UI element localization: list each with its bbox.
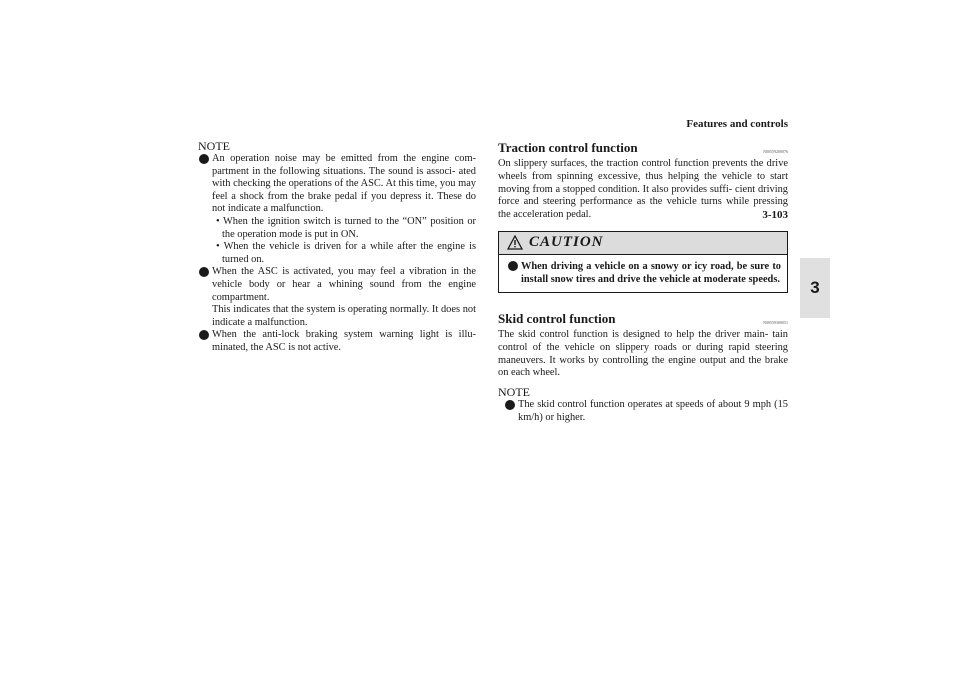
warning-triangle-icon bbox=[507, 235, 523, 250]
note-label: NOTE bbox=[498, 385, 530, 400]
note-item bbox=[504, 399, 788, 424]
caution-text: When driving a vehicle on a snowy or icy road, be sure to install snow tires and drive the vehicle at moderate speeds. bbox=[521, 260, 781, 285]
caution-box bbox=[498, 231, 788, 293]
bullet-icon bbox=[505, 400, 515, 410]
note-label: NOTE bbox=[198, 139, 230, 153]
note-item bbox=[198, 266, 476, 329]
note-item-extra: This indicates that the system is operating normally. It does not indicate a malfunction. bbox=[212, 304, 476, 328]
note-item-text: The skid control function operates at speeds of about 9 mph (15 km/h) or higher. bbox=[518, 399, 788, 423]
section-title: Traction control function bbox=[498, 140, 638, 155]
caution-title: CAUTION bbox=[529, 234, 604, 251]
note-item-text: An operation noise may be emitted from the engine com- partment in the following situations. The sound is associ- ated with checking the operations of the ASC. At this time, you may feel a shock from the brake pedal if you depress it. These do not indicate a malfunction. bbox=[212, 153, 476, 215]
note-item-text: When the ASC is activated, you may feel a vibration in the vehicle body or hear a whining sound from the engine compartment. bbox=[212, 266, 476, 303]
left-column bbox=[198, 140, 476, 355]
note-item-text: When the anti-lock braking system warning light is illu- minated, the ASC is not active. bbox=[212, 329, 476, 353]
page-number: 3-103 bbox=[762, 209, 788, 221]
note-item bbox=[198, 329, 476, 354]
caution-item bbox=[507, 260, 781, 286]
bullet-icon bbox=[508, 261, 518, 271]
section-title: Skid control function bbox=[498, 310, 616, 326]
document-code: N00559200076 bbox=[763, 149, 788, 154]
caution-header bbox=[499, 232, 787, 255]
skid-heading bbox=[498, 311, 788, 327]
document-code: N00559300051 bbox=[763, 319, 788, 325]
note-list bbox=[498, 399, 788, 424]
chapter-tab: 3 bbox=[800, 258, 830, 318]
note-list bbox=[198, 153, 476, 355]
skid-body: The skid control function is designed to help the driver main- tain control of the vehicle on slippery roads or during rapid steering maneuvers. It works by controlling the engine output and the brake on each wheel. bbox=[498, 328, 788, 379]
note-subitem: • When the ignition switch is turned to the “ON” position or the operation mode is put in ON. bbox=[216, 215, 476, 240]
right-column bbox=[498, 140, 788, 424]
caution-list bbox=[499, 255, 787, 292]
bullet-icon bbox=[199, 330, 209, 340]
bullet-icon bbox=[199, 154, 209, 164]
page-header-title: Features and controls bbox=[686, 118, 788, 130]
bullet-icon bbox=[199, 267, 209, 277]
note-item bbox=[198, 153, 476, 266]
note-subitem: • When the vehicle is driven for a while after the engine is turned on. bbox=[216, 241, 476, 265]
traction-heading bbox=[498, 140, 788, 156]
traction-body: On slippery surfaces, the traction control function prevents the drive wheels from spinning excessive, thus helping the vehicle to start moving from a stopped condition. It also provides suffi- cient driving force and steering performance as the vehicle turns while pressing the acceleration pedal. bbox=[498, 158, 788, 221]
